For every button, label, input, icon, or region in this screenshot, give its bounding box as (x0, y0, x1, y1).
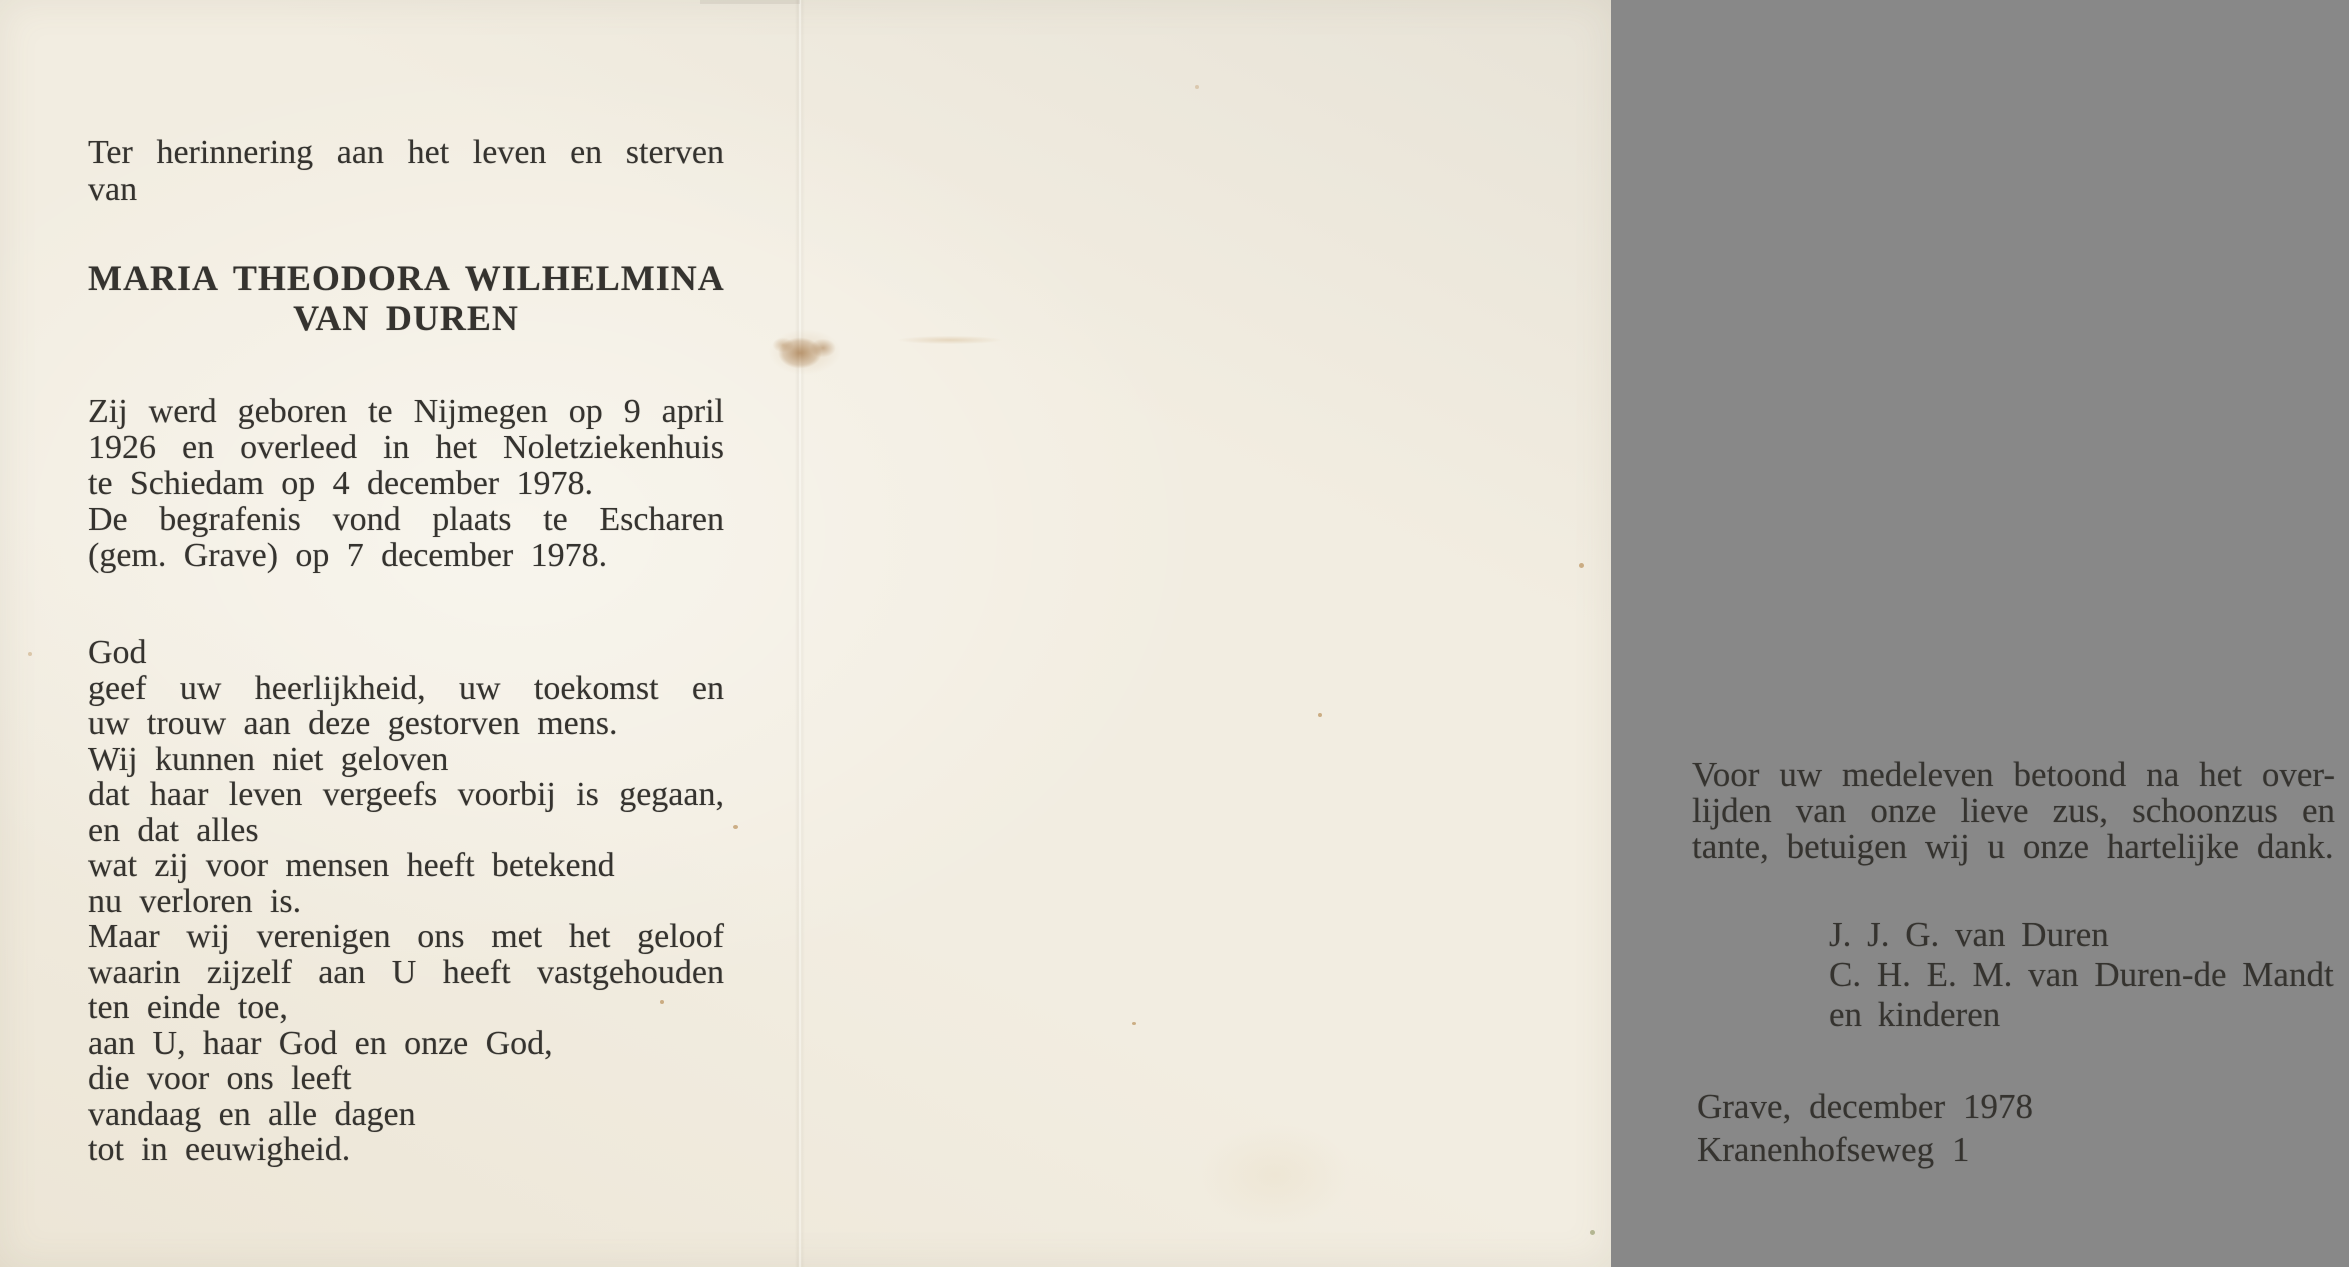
biography-paragraph (88, 394, 724, 574)
poem-line: aan U, haar God en onze God, (88, 1024, 553, 1062)
deceased-name (88, 258, 724, 338)
poem-line: wat zij voor mensen heeft betekend (88, 847, 615, 884)
family-signatures (1829, 915, 2349, 1035)
poem-line: die voor ons leeft (88, 1060, 352, 1097)
signature-line: en kinderen (1829, 995, 2001, 1034)
faint-water-blotch (1180, 1110, 1370, 1240)
left-page (0, 0, 797, 1267)
foxing-speck (660, 1000, 664, 1004)
poem-line: Maar wij verenigen ons met het geloof (88, 918, 724, 955)
poem-line: God (88, 634, 147, 671)
poem-line: geef uw heerlijkheid, uw toekomst en (88, 669, 724, 707)
foxing-speck (1132, 1022, 1136, 1025)
foxing-speck (733, 825, 738, 829)
foxing-speck (1318, 713, 1322, 717)
fold-crease (795, 0, 805, 1267)
foxing-speck (28, 652, 32, 656)
bio-line: te Schiedam op 4 december 1978. (88, 465, 593, 502)
place-date: Grave, december 1978 (1697, 1087, 2033, 1126)
address: Kranenhofseweg 1 (1697, 1130, 1970, 1169)
poem-line: waarin zijzelf aan U heeft vastgehouden (88, 953, 724, 991)
prayer-poem (88, 635, 724, 1168)
thanks-line: Voor uw medeleven betoond na het over- (1692, 755, 2335, 794)
right-page (804, 0, 2335, 1267)
deceased-name-line: VAN DUREN (293, 298, 519, 338)
intro-line: van (88, 171, 138, 208)
intro-paragraph (88, 134, 724, 208)
thanks-line: tante, betuigen wij u onze hartelijke dank. (1692, 827, 2334, 866)
poem-line: dat haar leven vergeefs voorbij is gegaan, (88, 776, 724, 813)
poem-line: uw trouw aan deze gestorven mens. (88, 705, 618, 742)
foxing-speck (1579, 563, 1584, 568)
bio-line: Zij werd geboren te Nijmegen op 9 april (88, 393, 724, 430)
acknowledgement-paragraph (1692, 757, 2335, 865)
poem-line: Wij kunnen niet geloven (88, 740, 449, 778)
bio-line: (gem. Grave) op 7 december 1978. (88, 537, 608, 574)
signature-line: J. J. G. van Duren (1829, 915, 2109, 954)
foxing-speck (1590, 1230, 1595, 1235)
brown-stain (755, 315, 865, 385)
deceased-name-line: MARIA THEODORA WILHELMINA (88, 258, 725, 298)
bio-line: De begrafenis vond plaats te Escharen (88, 501, 724, 538)
poem-line: en dat alles (88, 811, 259, 849)
signature-line: C. H. E. M. van Duren-de Mandt (1829, 955, 2334, 994)
poem-line: ten einde toe, (88, 989, 288, 1026)
poem-line: nu verloren is. (88, 882, 302, 920)
place-date-address (1697, 1085, 2217, 1171)
intro-line: Ter herinnering aan het leven en sterven (88, 134, 724, 171)
poem-line: tot in eeuwigheid. (88, 1131, 351, 1168)
thanks-line: lijden van onze lieve zus, schoonzus en (1692, 791, 2335, 830)
foxing-speck (1195, 85, 1199, 89)
bio-line: 1926 en overleed in het Noletziekenhuis (88, 429, 724, 466)
fold-edge-shadow (700, 0, 800, 4)
stain-smear (885, 333, 1015, 347)
poem-line: vandaag en alle dagen (88, 1095, 416, 1133)
